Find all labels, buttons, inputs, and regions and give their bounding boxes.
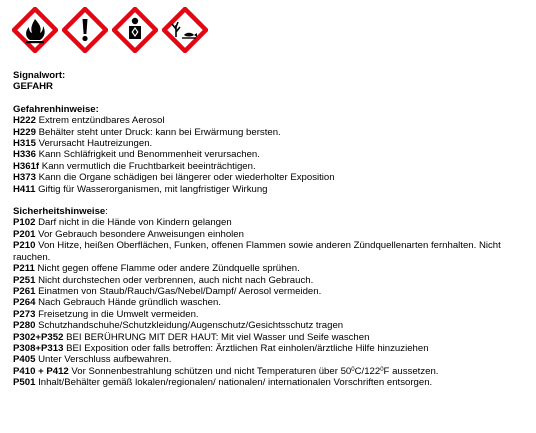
precautionary-statement: P102 Darf nicht in die Hände von Kindern gelangen [13,217,232,229]
environment-hazard-icon [162,7,208,53]
precautionary-statement: P273 Freisetzung in die Umwelt vermeiden. [13,308,199,320]
hazard-statement: H361f Kann vermutlich die Fruchtbarkeit beeinträchtigen. [13,160,256,172]
precautionary-statement: P210 Von Hitze, heißen Oberflächen, Funken, offenen Flammen sowie anderen Zündquellenarten fernhalten. Nicht rauchen. [13,240,501,263]
precautionary-statement: P280 Schutzhandschuhe/Schutzkleidung/Augenschutz/Gesichtsschutz tragen [13,320,344,332]
exclamation-mark-icon [62,7,108,53]
hazard-statement: H336 Kann Schläfrigkeit und Benommenheit verursachen. [13,149,260,161]
flame-icon [12,7,58,53]
hazard-statement: H373 Kann die Organe schädigen bei längerer oder wiederholter Exposition [13,172,335,184]
hazard-statement: H229 Behälter steht unter Druck: kann bei Erwärmung bersten. [13,126,281,138]
precautionary-statement: P201 Vor Gebrauch besondere Anweisungen einholen [13,228,244,240]
precautionary-statements-heading: Sicherheitshinweise: [13,206,108,218]
precautionary-statement: P211 Nicht gegen offene Flamme oder andere Zündquelle sprühen. [13,263,300,275]
precautionary-statement: P251 Nicht durchstechen oder verbrennen, auch nicht nach Gebrauch. [13,274,314,286]
hazard-statement: H222 Extrem entzündbares Aerosol [13,115,165,127]
hazard-statement: H411 Giftig für Wasserorganismen, mit langfristiger Wirkung [13,183,268,195]
signal-word-heading: Signalwort: [13,70,66,81]
hazard-statements-heading: Gefahrenhinweise: [13,103,99,115]
precautionary-statement: P261 Einatmen von Staub/Rauch/Gas/Nebel/Dampf/ Aerosol vermeiden. [13,285,322,297]
precautionary-statement: P308+P313 BEI Exposition oder falls betroffen: Ärztlichen Rat einholen/ärztliche Hilfe hinzuziehen [13,342,429,354]
precautionary-statement: P405 Unter Verschluss aufbewahren. [13,354,172,366]
hazard-statement: H315 Verursacht Hautreizungen. [13,138,153,150]
precautionary-statement: P264 Nach Gebrauch Hände gründlich waschen. [13,297,221,309]
health-hazard-icon [112,7,158,53]
precautionary-statement: P410 + P412 Vor Sonnenbestrahlung schützen und nicht Temperaturen über $50^0C/122^0F$ aussetzen. [13,365,439,377]
signal-word: GEFAHR [13,81,53,93]
precautionary-statement: P302+P352 BEI BERÜHRUNG MIT DER HAUT: Mit viel Wasser und Seife waschen [13,331,370,343]
safety-info-block [13,70,528,389]
precautionary-statement: P501 Inhalt/Behälter gemäß lokalen/regionalen/ nationalen/ internationalen Vorschriften entsorgen. [13,377,433,389]
